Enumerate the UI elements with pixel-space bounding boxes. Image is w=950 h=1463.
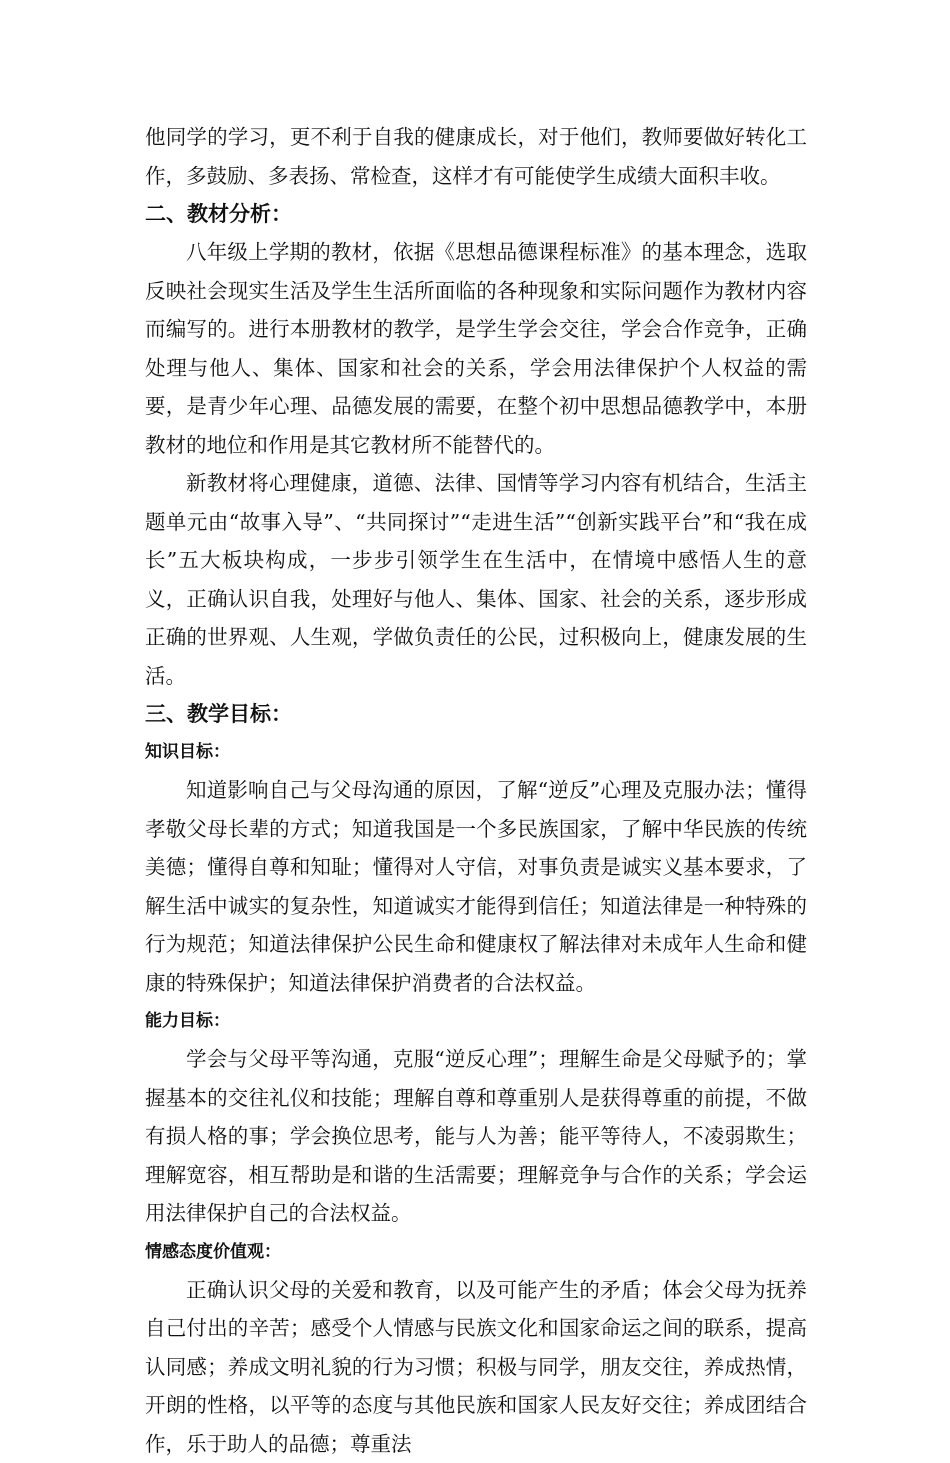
textbook-analysis-paragraph-2: 新教材将心理健康，道德、法律、国情等学习内容有机结合，生活主题单元由“故事入导”、“共同探讨”“走进生活”“创新实践平台”和“我在成长”五大板块构成，一步步引领学生在生活中，在情境中感悟人生的意义，正确认识自我，处理好与他人、集体、国家、社会的关系，逐步形成正确的世界观、人生观，学做负责任的公民，过积极向上，健康发展的生活。 [145, 464, 807, 695]
values-goals-paragraph: 正确认识父母的关爱和教育，以及可能产生的矛盾；体会父母为抚养自己付出的辛苦；感受个人情感与民族文化和国家命运之间的联系，提高认同感；养成文明礼貌的行为习惯；积极与同学，朋友交往，养成热情，开朗的性格，以平等的态度与其他民族和国家人民友好交往；养成团结合作，乐于助人的品德；尊重法 [145, 1271, 807, 1463]
ability-goals-paragraph: 学会与父母平等沟通，克服“逆反心理”；理解生命是父母赋予的；掌握基本的交往礼仪和技能；理解自尊和尊重别人是获得尊重的前提，不做有损人格的事；学会换位思考，能与人为善；能平等待人，不凌弱欺生；理解宽容，相互帮助是和谐的生活需要；理解竞争与合作的关系；学会运用法律保护自己的合法权益。 [145, 1040, 807, 1233]
section-heading-teaching-goals: 三、教学目标： [145, 695, 807, 733]
document-body [145, 118, 807, 1463]
knowledge-goals-paragraph: 知道影响自己与父母沟通的原因，了解“逆反”心理及克服办法；懂得孝敬父母长辈的方式；知道我国是一个多民族国家，了解中华民族的传统美德；懂得自尊和知耻；懂得对人守信，对事负责是诚实义基本要求，了解生活中诚实的复杂性，知道诚实才能得到信任；知道法律是一种特殊的行为规范；知道法律保护公民生命和健康权了解法律对未成年人生命和健康的特殊保护；知道法律保护消费者的合法权益。 [145, 771, 807, 1002]
subheading-values-goals: 情感态度价值观： [145, 1233, 807, 1271]
subheading-ability-goals: 能力目标： [145, 1002, 807, 1040]
section-heading-textbook-analysis: 二、教材分析： [145, 195, 807, 233]
intro-continuation-paragraph: 他同学的学习，更不利于自我的健康成长，对于他们，教师要做好转化工作，多鼓励、多表扬、常检查，这样才有可能使学生成绩大面积丰收。 [145, 118, 807, 195]
textbook-analysis-paragraph-1: 八年级上学期的教材，依据《思想品德课程标准》的基本理念，选取反映社会现实生活及学生生活所面临的各种现象和实际问题作为教材内容而编写的。进行本册教材的教学，是学生学会交往，学会合作竞争，正确处理与他人、集体、国家和社会的关系，学会用法律保护个人权益的需要，是青少年心理、品德发展的需要，在整个初中思想品德教学中，本册教材的地位和作用是其它教材所不能替代的。 [145, 233, 807, 464]
subheading-knowledge-goals: 知识目标： [145, 733, 807, 771]
